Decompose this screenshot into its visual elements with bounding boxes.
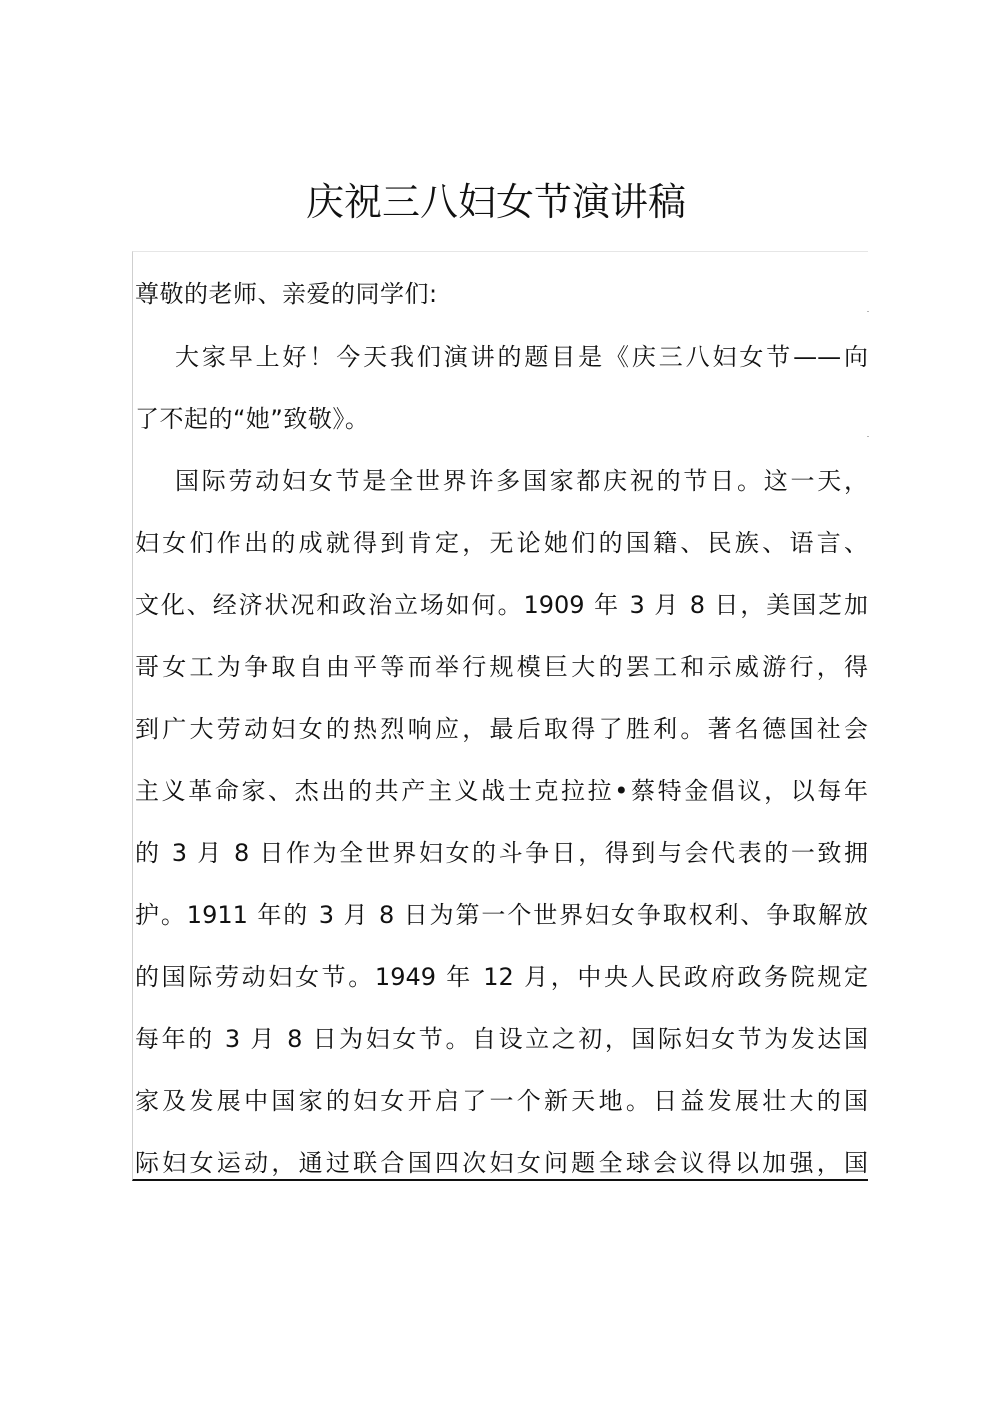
paragraph-line: 护。1911 年的 3 月 8 日为第一个世界妇女争取权利、争取解放 [135, 901, 868, 929]
paragraph-line: 每年的 3 月 8 日为妇女节。自设立之初，国际妇女节为发达国 [135, 1025, 868, 1053]
margin-mark [867, 436, 869, 437]
paragraph-line: 妇女们作出的成就得到肯定，无论她们的国籍、民族、语言、 [135, 529, 868, 557]
paragraph-line: 了不起的“她”致敬》。 [135, 405, 370, 433]
paragraph-line: 的 3 月 8 日作为全世界妇女的斗争日，得到与会代表的一致拥 [135, 839, 868, 867]
paragraph-line: 国际劳动妇女节是全世界许多国家都庆祝的节日。这一天， [175, 467, 868, 495]
margin-mark [867, 311, 869, 312]
paragraph-line: 家及发展中国家的妇女开启了一个新天地。日益发展壮大的国 [135, 1087, 868, 1115]
paragraph-line: 主义革命家、杰出的共产主义战士克拉拉•蔡特金倡议，以每年 [135, 777, 868, 805]
paragraph-line: 际妇女运动，通过联合国四次妇女问题全球会议得以加强，国 [135, 1149, 868, 1177]
paragraph-line: 大家早上好！今天我们演讲的题目是《庆三八妇女节——向 [175, 343, 868, 371]
paragraph-line: 文化、经济状况和政治立场如何。1909 年 3 月 8 日，美国芝加 [135, 591, 868, 619]
paragraph-line: 的国际劳动妇女节。1949 年 12 月，中央人民政府政务院规定 [135, 963, 868, 991]
document-title: 庆祝三八妇女节演讲稿 [305, 180, 686, 224]
paragraph-line: 哥女工为争取自由平等而举行规模巨大的罢工和示威游行，得 [135, 653, 868, 681]
paragraph-line: 到广大劳动妇女的热烈响应，最后取得了胜利。著名德国社会 [135, 715, 868, 743]
salutation: 尊敬的老师、亲爱的同学们: [135, 280, 438, 308]
